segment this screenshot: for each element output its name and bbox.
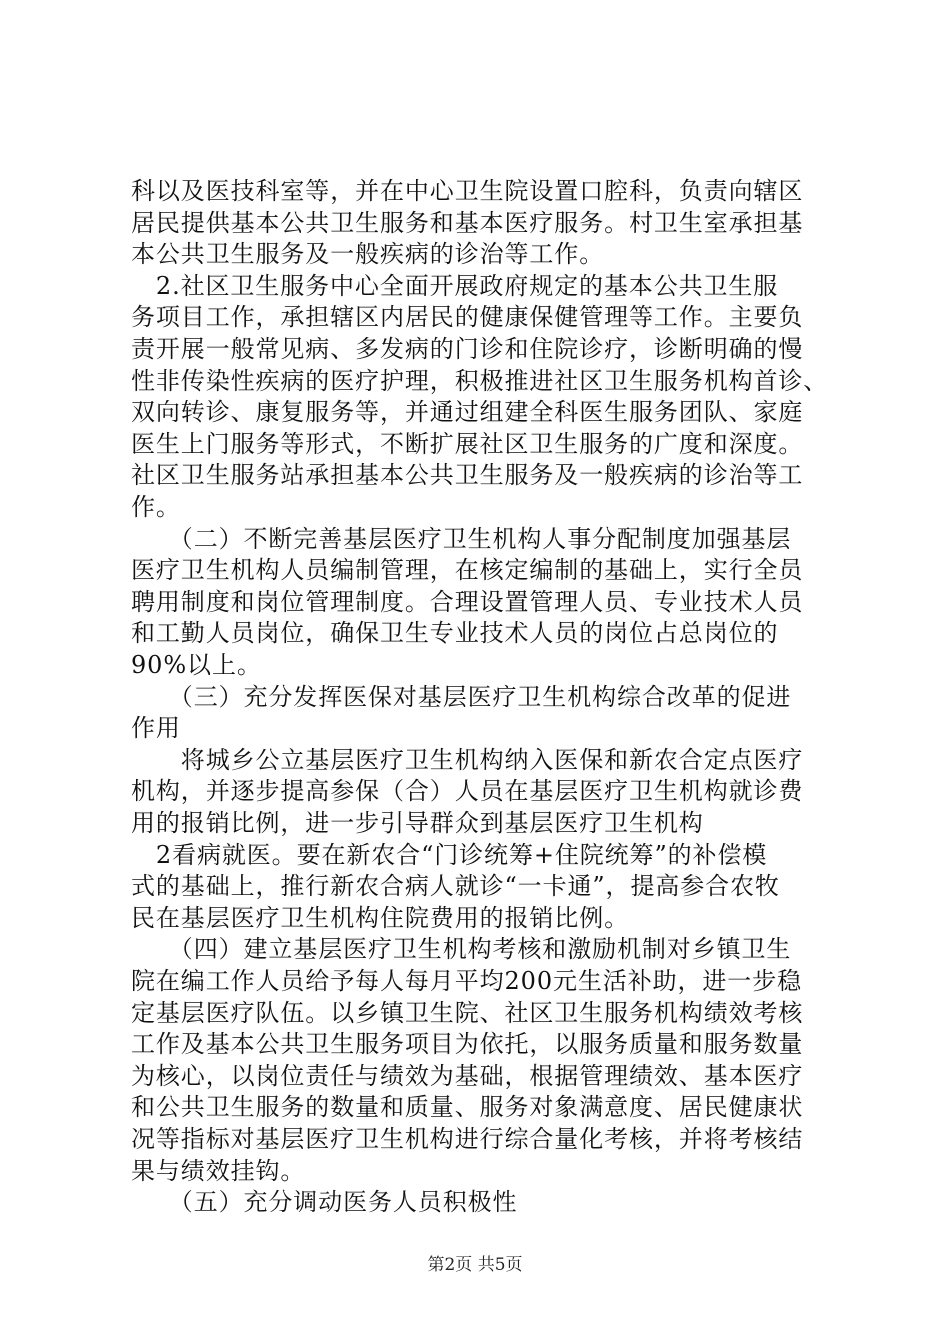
text-line: 果与绩效挂钩。 [131, 1156, 306, 1185]
text-line: 医生上门服务等形式，不断扩展社区卫生服务的广度和深度。 [131, 429, 804, 458]
text-line: （五）充分调动医务人员积极性 [131, 1188, 518, 1217]
text-line: 定基层医疗队伍。以乡镇卫生院、社区卫生服务机构绩效考核 [131, 998, 804, 1027]
text-line: 90%以上。 [131, 651, 262, 679]
text-line: 责开展一般常见病、多发病的门诊和住院诊疗，诊断明确的慢 [131, 335, 804, 363]
text-line: 和公共卫生服务的数量和质量、服务对象满意度、居民健康状 [131, 1093, 804, 1122]
text-line: 居民提供基本公共卫生服务和基本医疗服务。村卫生室承担基 [131, 208, 804, 237]
text-line: 用的报销比例，进一步引导群众到基层医疗卫生机构 [131, 809, 704, 837]
text-line: （二）不断完善基层医疗卫生机构人事分配制度加强基层 [131, 524, 792, 553]
text-line: 性非传染性疾病的医疗护理，积极推进社区卫生服务机构首诊、 [131, 366, 829, 395]
text-line: 医疗卫生机构人员编制管理，在核定编制的基础上，实行全员 [131, 556, 804, 585]
text-line: 科以及医技科室等，并在中心卫生院设置口腔科，负责向辖区 [131, 177, 804, 205]
text-line: 机构，并逐步提高参保（合）人员在基层医疗卫生机构就诊费 [131, 777, 804, 806]
text-line: 为核心，以岗位责任与绩效为基础，根据管理绩效、基本医疗 [131, 1061, 804, 1090]
text-line: 工作及基本公共卫生服务项目为依托，以服务质量和服务数量 [131, 1030, 804, 1059]
text-line: 聘用制度和岗位管理制度。合理设置管理人员、专业技术人员 [131, 587, 804, 616]
text-line: 作。 [131, 493, 181, 521]
text-line: 和工勤人员岗位，确保卫生专业技术人员的岗位占总岗位的 [131, 619, 779, 648]
page-footer: 第2页 共5页 [427, 1255, 523, 1275]
text-line: 2.社区卫生服务中心全面开展政府规定的基本公共卫生服 [131, 271, 779, 300]
text-line: 民在基层医疗卫生机构住院费用的报销比例。 [131, 903, 629, 932]
text-line: 社区卫生服务站承担基本公共卫生服务及一般疾病的诊治等工 [131, 461, 804, 490]
text-line: 将城乡公立基层医疗卫生机构纳入医保和新农合定点医疗 [131, 745, 804, 774]
text-line: 况等指标对基层医疗卫生机构进行综合量化考核，并将考核结 [131, 1125, 804, 1153]
text-line: 双向转诊、康复服务等，并通过组建全科医生服务团队、家庭 [131, 398, 804, 427]
text-line: （三）充分发挥医保对基层医疗卫生机构综合改革的促进 [131, 682, 792, 711]
text-line: 2看病就医。要在新农合“门诊统筹+住院统筹”的补偿模 [131, 840, 768, 869]
text-line: 式的基础上，推行新农合病人就诊“一卡通”，提高参合农牧 [131, 872, 780, 901]
text-line: 本公共卫生服务及一般疾病的诊治等工作。 [131, 240, 605, 269]
text-line: 院在编工作人员给予每人每月平均200元生活补助，进一步稳 [131, 967, 803, 995]
text-line: （四）建立基层医疗卫生机构考核和激励机制对乡镇卫生 [131, 935, 792, 964]
text-line: 作用 [131, 714, 181, 743]
text-line: 务项目工作，承担辖区内居民的健康保健管理等工作。主要负 [131, 303, 804, 332]
